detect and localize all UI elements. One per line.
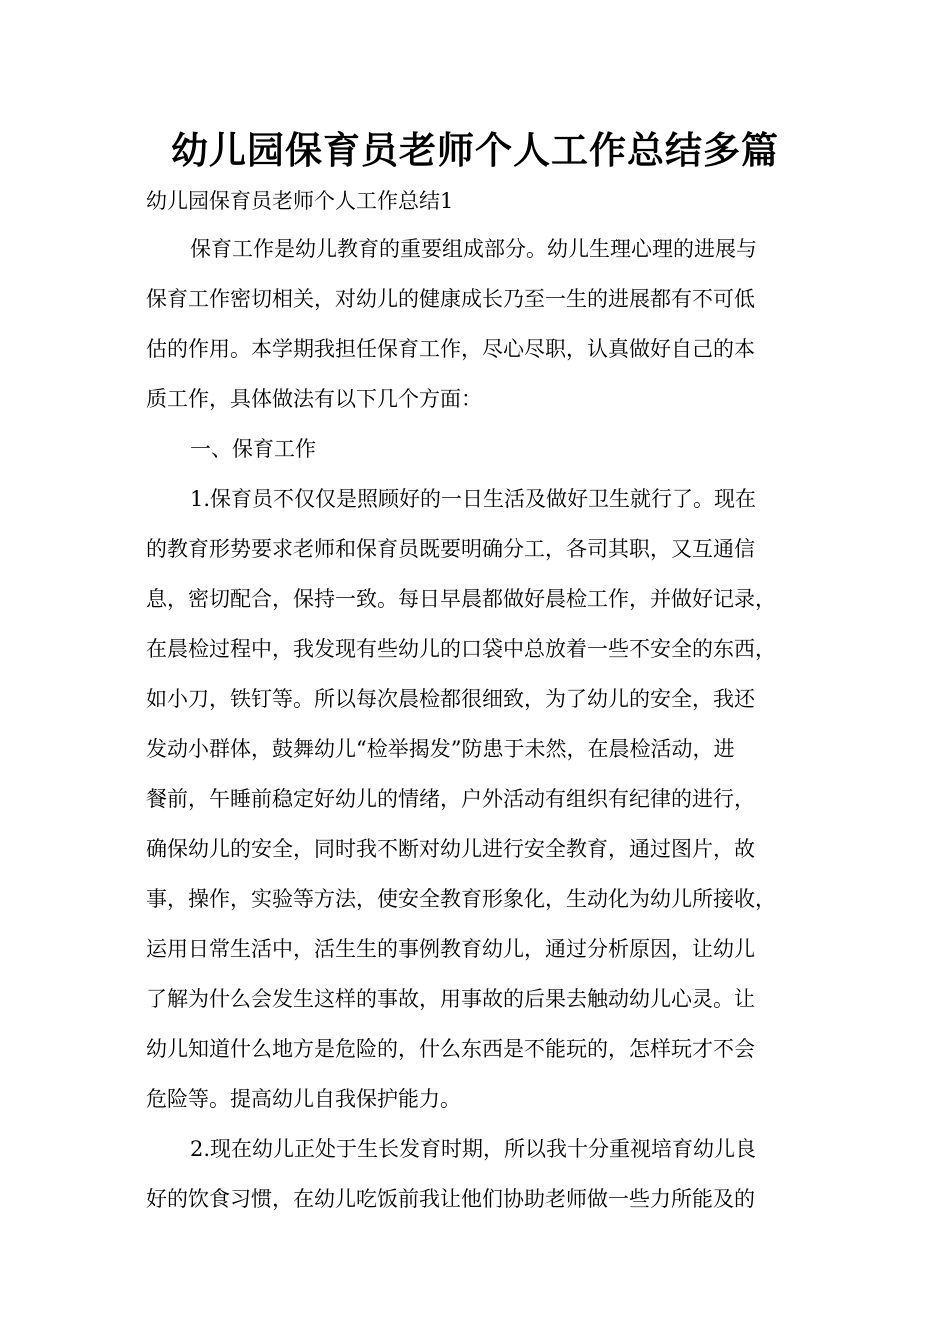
- paragraph-line: 保育工作密切相关，对幼儿的健康成长乃至一生的进展都有不可低: [146, 287, 755, 311]
- paragraph-line: 好的饮食习惯，在幼儿吃饭前我让他们协助老师做一些力所能及的: [146, 1187, 755, 1211]
- paragraph-line: 发动小群体，鼓舞幼儿“检举揭发”防患于未然，在晨检活动，进: [146, 737, 735, 761]
- paragraph-line: 在晨检过程中，我发现有些幼儿的口袋中总放着一些不安全的东西，: [146, 637, 776, 661]
- paragraph-line: 确保幼儿的安全，同时我不断对幼儿进行安全教育，通过图片，故: [146, 837, 755, 861]
- paragraph-line: 的教育形势要求老师和保育员既要明确分工，各司其职，又互通信: [146, 537, 755, 561]
- paragraph-line: 2.现在幼儿正处于生长发育时期，所以我十分重视培育幼儿良: [190, 1137, 757, 1161]
- paragraph-line: 保育工作是幼儿教育的重要组成部分。幼儿生理心理的进展与: [190, 237, 757, 261]
- paragraph-line: 运用日常生活中，活生生的事例教育幼儿，通过分析原因，让幼儿: [146, 937, 755, 961]
- paragraph-line: 估的作用。本学期我担任保育工作，尽心尽职，认真做好自己的本: [146, 337, 755, 361]
- paragraph-line: 事，操作，实验等方法，使安全教育形象化，生动化为幼儿所接收，: [146, 887, 776, 911]
- section-heading: 一、保育工作: [190, 437, 316, 461]
- paragraph-line: 如小刀，铁钉等。所以每次晨检都很细致，为了幼儿的安全，我还: [146, 687, 755, 711]
- paragraph-line: 息，密切配合，保持一致。每日早晨都做好晨检工作，并做好记录，: [146, 587, 776, 611]
- paragraph-line: 危险等。提高幼儿自我保护能力。: [146, 1087, 461, 1111]
- paragraph-line: 了解为什么会发生这样的事故，用事故的后果去触动幼儿心灵。让: [146, 987, 755, 1011]
- paragraph-line: 1.保育员不仅仅是照顾好的一日生活及做好卫生就行了。现在: [190, 487, 757, 511]
- document-title: 幼儿园保育员老师个人工作总结多篇: [171, 129, 779, 172]
- paragraph-line: 餐前，午睡前稳定好幼儿的情绪，户外活动有组织有纪律的进行，: [146, 787, 755, 811]
- document-subtitle: 幼儿园保育员老师个人工作总结1: [146, 189, 454, 213]
- paragraph-line: 幼儿知道什么地方是危险的，什么东西是不能玩的，怎样玩才不会: [146, 1037, 755, 1061]
- paragraph-line: 质工作，具体做法有以下几个方面：: [146, 387, 482, 411]
